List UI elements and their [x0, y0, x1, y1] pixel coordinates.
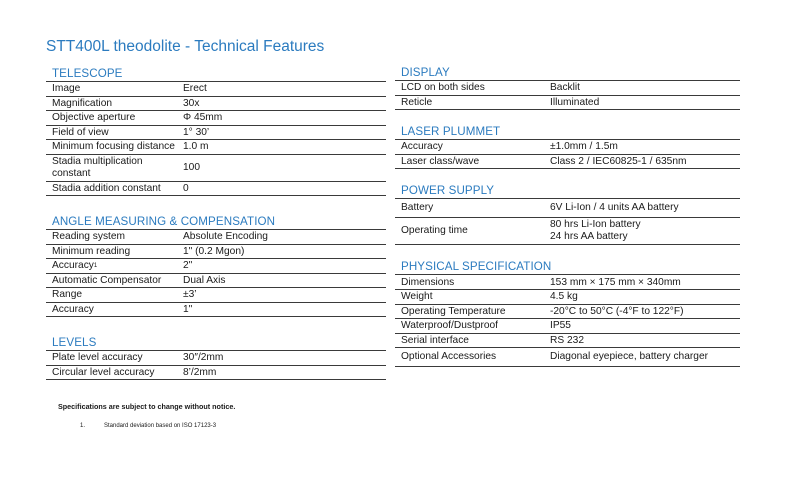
spec-label: Dimensions	[401, 276, 455, 288]
page-title: STT400L theodolite - Technical Features	[46, 38, 325, 55]
spec-row	[46, 97, 386, 112]
right-column	[395, 66, 740, 367]
spec-value: IP55	[550, 320, 571, 331]
spec-row	[395, 319, 740, 334]
spec-label: Waterproof/Dustproof	[401, 320, 499, 331]
spec-label-with-footnote	[46, 260, 183, 273]
spec-row	[46, 351, 386, 366]
physical-specification-heading: PHYSICAL SPECIFICATION	[395, 260, 740, 275]
spec-label: Operating time	[401, 224, 468, 236]
display-heading: DISPLAY	[395, 66, 740, 81]
laser-plummet-heading: LASER PLUMMET	[395, 125, 740, 140]
spec-label: Laser class/wave	[401, 155, 480, 167]
footnote	[80, 423, 216, 429]
spec-value: 100	[183, 161, 200, 173]
spec-value: 30″/2mm	[183, 352, 224, 363]
spec-label: Minimum focusing distance	[52, 141, 175, 152]
spec-row	[46, 245, 386, 260]
spec-label: Reticle	[401, 96, 433, 108]
spec-label: Automatic Compensator	[52, 274, 162, 286]
spec-label: Circular level accuracy	[52, 366, 155, 378]
spec-value: 1" (0.2 Mgon)	[183, 245, 245, 257]
spec-row	[46, 140, 386, 155]
spec-value: Φ 45mm	[183, 112, 223, 123]
spec-value: 4.5 kg	[550, 291, 578, 302]
spec-row	[46, 82, 386, 97]
spec-row	[46, 182, 386, 197]
spec-value: Class 2 / IEC60825-1 / 635nm	[550, 155, 687, 167]
spec-label: Serial interface	[401, 334, 469, 346]
power-supply-heading: POWER SUPPLY	[395, 184, 740, 199]
spec-label: Plate level accuracy	[52, 352, 143, 363]
spec-label: Operating Temperature	[401, 305, 506, 317]
spec-label: Stadia addition constant	[52, 182, 161, 194]
spec-value: ±3’	[183, 289, 197, 300]
spec-label: Stadia multiplication constant	[52, 155, 143, 179]
spec-row	[395, 140, 740, 155]
spec-label: Objective aperture	[52, 112, 136, 123]
spec-value: Erect	[183, 83, 207, 94]
spec-row	[46, 288, 386, 303]
spec-row	[46, 366, 386, 381]
power-supply-section	[395, 184, 740, 245]
spec-row	[395, 199, 740, 218]
spec-row	[395, 155, 740, 170]
left-column	[46, 67, 386, 380]
telescope-heading: TELESCOPE	[46, 67, 386, 82]
spec-row	[395, 334, 740, 349]
spec-value: 0	[183, 182, 189, 194]
spec-value: 24 hrs AA battery	[550, 231, 628, 242]
spec-value: 1° 30’	[183, 126, 210, 138]
spec-value: Backlit	[550, 82, 581, 93]
footnote-text: Standard deviation based on ISO 17123-3	[104, 423, 217, 429]
spec-value: 1.0 m	[183, 141, 209, 152]
spec-label: Range	[52, 289, 83, 300]
change-notice: Specifications are subject to change without notice.	[58, 402, 236, 411]
spec-value-multiline	[550, 219, 740, 244]
levels-heading: LEVELS	[46, 336, 386, 351]
spec-label: Magnification	[52, 97, 113, 109]
spec-row	[395, 348, 740, 367]
spec-value: Dual Axis	[183, 274, 226, 286]
spec-label: Battery	[401, 202, 434, 213]
physical-specification-section	[395, 260, 740, 367]
spec-value: 6V Li-Ion / 4 units AA battery	[550, 202, 679, 213]
spec-row	[46, 111, 386, 126]
spec-value: Illuminated	[550, 96, 600, 108]
telescope-section	[46, 67, 386, 196]
spec-value: 2"	[183, 260, 193, 271]
spec-label: Accuracy	[52, 303, 94, 315]
footnote-marker: 1	[93, 263, 98, 270]
spec-value: -20°C to 50°C (-4°F to 122°F)	[550, 305, 684, 317]
spec-row	[46, 274, 386, 289]
spec-row	[46, 259, 386, 274]
spec-label: Accuracy	[52, 260, 94, 271]
spec-value: 153 mm × 175 mm × 340mm	[550, 276, 681, 288]
levels-section	[46, 336, 386, 380]
angle-section	[46, 215, 386, 317]
spec-value: 8’/2mm	[183, 366, 217, 378]
spec-value: 80 hrs Li-Ion battery	[550, 218, 641, 230]
spec-label: Field of view	[52, 126, 109, 138]
spec-row	[46, 126, 386, 141]
spec-label: Optional Accessories	[401, 351, 497, 362]
spec-label: LCD on both sides	[401, 82, 485, 93]
laser-plummet-section	[395, 125, 740, 169]
spec-value: Diagonal eyepiece, battery charger	[550, 351, 709, 362]
spec-value: 30x	[183, 97, 200, 109]
spec-row	[395, 218, 740, 245]
spec-row	[46, 303, 386, 318]
spec-row	[46, 155, 386, 182]
spec-row	[395, 305, 740, 320]
spec-value: Absolute Encoding	[183, 231, 268, 242]
spec-label: Weight	[401, 291, 433, 302]
spec-row	[395, 290, 740, 305]
angle-heading: ANGLE MEASURING & COMPENSATION	[46, 215, 386, 230]
spec-row	[395, 81, 740, 96]
spec-label: Image	[52, 83, 81, 94]
display-section	[395, 66, 740, 110]
footnote-number: 1.	[80, 423, 86, 429]
spec-label: Accuracy	[401, 141, 443, 152]
spec-label: Minimum reading	[52, 245, 131, 257]
spec-row	[395, 275, 740, 291]
spec-value: ±1.0mm / 1.5m	[550, 141, 618, 152]
spec-value: RS 232	[550, 334, 584, 346]
spec-row	[395, 96, 740, 111]
spec-row	[46, 230, 386, 245]
spec-value: 1"	[183, 303, 193, 315]
spec-label: Reading system	[52, 231, 126, 242]
